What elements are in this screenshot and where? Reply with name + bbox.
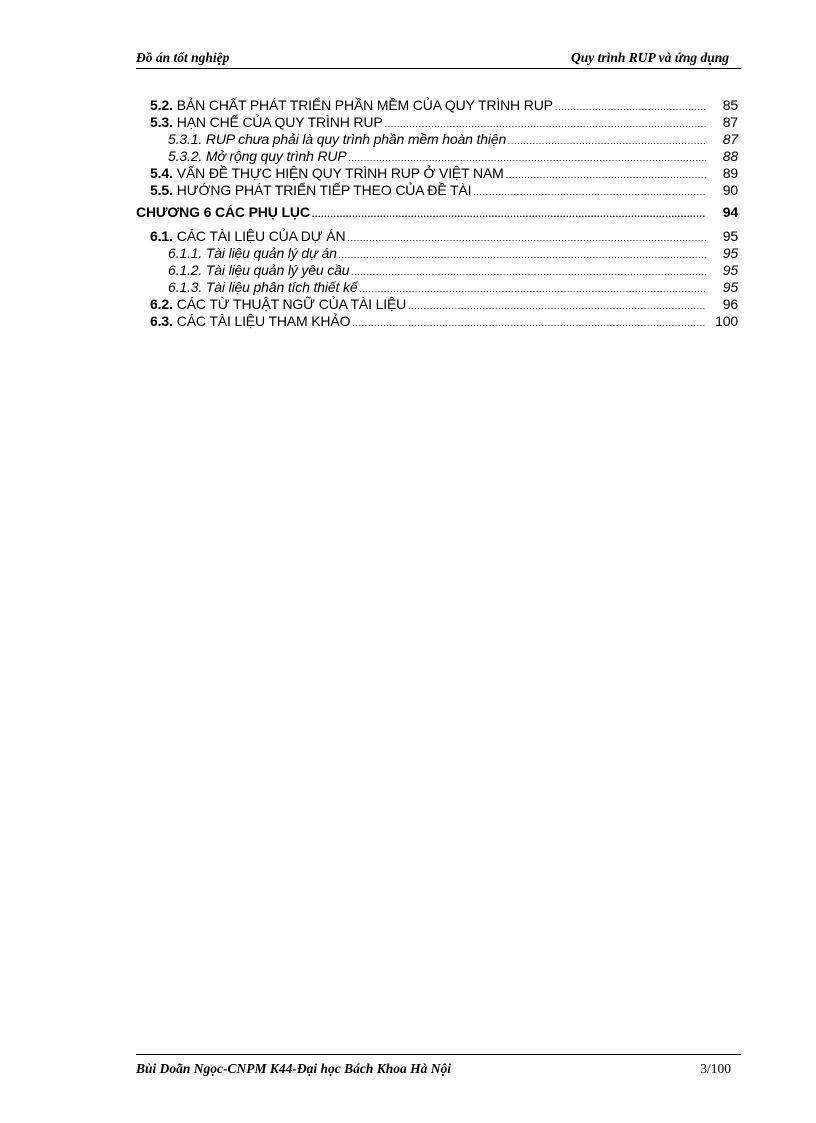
toc-entry-number: 5.2. [150,97,173,113]
toc-entry-page: 87 [722,114,738,130]
toc-entry-title: 5.3.1. RUP chưa phải là quy trình phần mềm hoàn thiện [168,131,507,147]
toc-entry-title: 5.3.2. Mở rộng quy trình RUP [168,148,347,164]
toc-entry-number: 6.3. [150,313,173,329]
page-header [136,50,741,69]
toc-entry-title: CÁC TÀI LIỆU CỦA DỰ ÁN [176,228,346,244]
toc-entry-title: CÁC TỪ THUẬT NGỮ CỦA TÀI LIỆU [176,296,407,312]
dot-leader [506,167,706,184]
toc-entry-6-1-1[interactable] [136,245,738,262]
dot-leader [352,315,706,332]
toc-entry-title: 6.1.2. Tài liệu quản lý yêu cầu [168,262,350,278]
dot-leader [508,133,706,150]
toc-entry-6-2[interactable] [136,296,738,313]
header-document-title: Quy trình RUP và ứng dụng [571,50,729,65]
table-of-contents [136,97,738,330]
footer-author: Bùi Doãn Ngọc-CNPM K44-Đại học Bách Khoa Hà Nội [136,1061,452,1076]
toc-entry-5-2[interactable] [136,97,738,114]
dot-leader [555,99,706,116]
toc-entry-page: 88 [722,148,738,164]
dot-leader [339,247,706,264]
toc-entry-5-4[interactable] [136,165,738,182]
toc-entry-6-1-2[interactable] [136,262,738,279]
toc-entry-number: 6.2. [150,296,173,312]
header-document-type: Đồ án tốt nghiệp [136,50,230,65]
toc-entry-title: HƯỚNG PHÁT TRIỂN TIẾP THEO CỦA ĐỀ TÀI [176,182,472,198]
dot-leader [351,264,706,281]
toc-entry-title: HẠN CHẾ CỦA QUY TRÌNH RUP [176,114,383,130]
dot-leader [312,206,706,223]
toc-entry-page: 95 [722,279,738,295]
toc-entry-number: 5.5. [150,182,173,198]
toc-entry-page: 95 [722,262,738,278]
toc-entry-number: 5.4. [150,165,173,181]
toc-entry-title: BẢN CHẤT PHÁT TRIỂN PHẦN MỀM CỦA QUY TRÌNH RUP [176,97,553,113]
toc-entry-6-1[interactable] [136,228,738,245]
toc-entry-6-1-3[interactable] [136,279,738,296]
dot-leader [347,230,706,247]
toc-entry-page: 94 [722,204,738,220]
toc-entry-number: 5.3. [150,114,173,130]
dot-leader [408,298,706,315]
toc-entry-title: VẤN ĐỀ THỰC HIỆN QUY TRÌNH RUP Ở VIỆT NAM [176,165,504,181]
toc-entry-page: 96 [722,296,738,312]
toc-entry-page: 89 [722,165,738,181]
toc-entry-5-3[interactable] [136,114,738,131]
toc-entry-page: 85 [722,97,738,113]
toc-entry-5-3-1[interactable] [136,131,738,148]
toc-entry-page: 90 [722,182,738,198]
toc-entry-5-5[interactable] [136,182,738,199]
toc-chapter-title: CHƯƠNG 6 CÁC PHỤ LỤC [136,204,310,220]
toc-entry-page: 95 [722,228,738,244]
dot-leader [473,184,706,201]
toc-entry-5-3-2[interactable] [136,148,738,165]
dot-leader [359,281,706,298]
toc-entry-number: 6.1. [150,228,173,244]
toc-entry-title: CÁC TÀI LIỆU THAM KHẢO [176,313,351,329]
toc-entry-page: 87 [722,131,738,147]
toc-entry-title: 6.1.1. Tài liệu quản lý dự án [168,245,337,261]
page-footer [136,1054,741,1075]
toc-entry-6-3[interactable] [136,313,738,330]
toc-entry-chapter-6[interactable] [136,202,738,222]
toc-entry-title: 6.1.3. Tài liệu phân tích thiết kế [168,279,358,295]
toc-entry-page: 95 [722,245,738,261]
toc-entry-page: 100 [715,313,738,329]
footer-page-number: 3/100 [700,1061,731,1076]
